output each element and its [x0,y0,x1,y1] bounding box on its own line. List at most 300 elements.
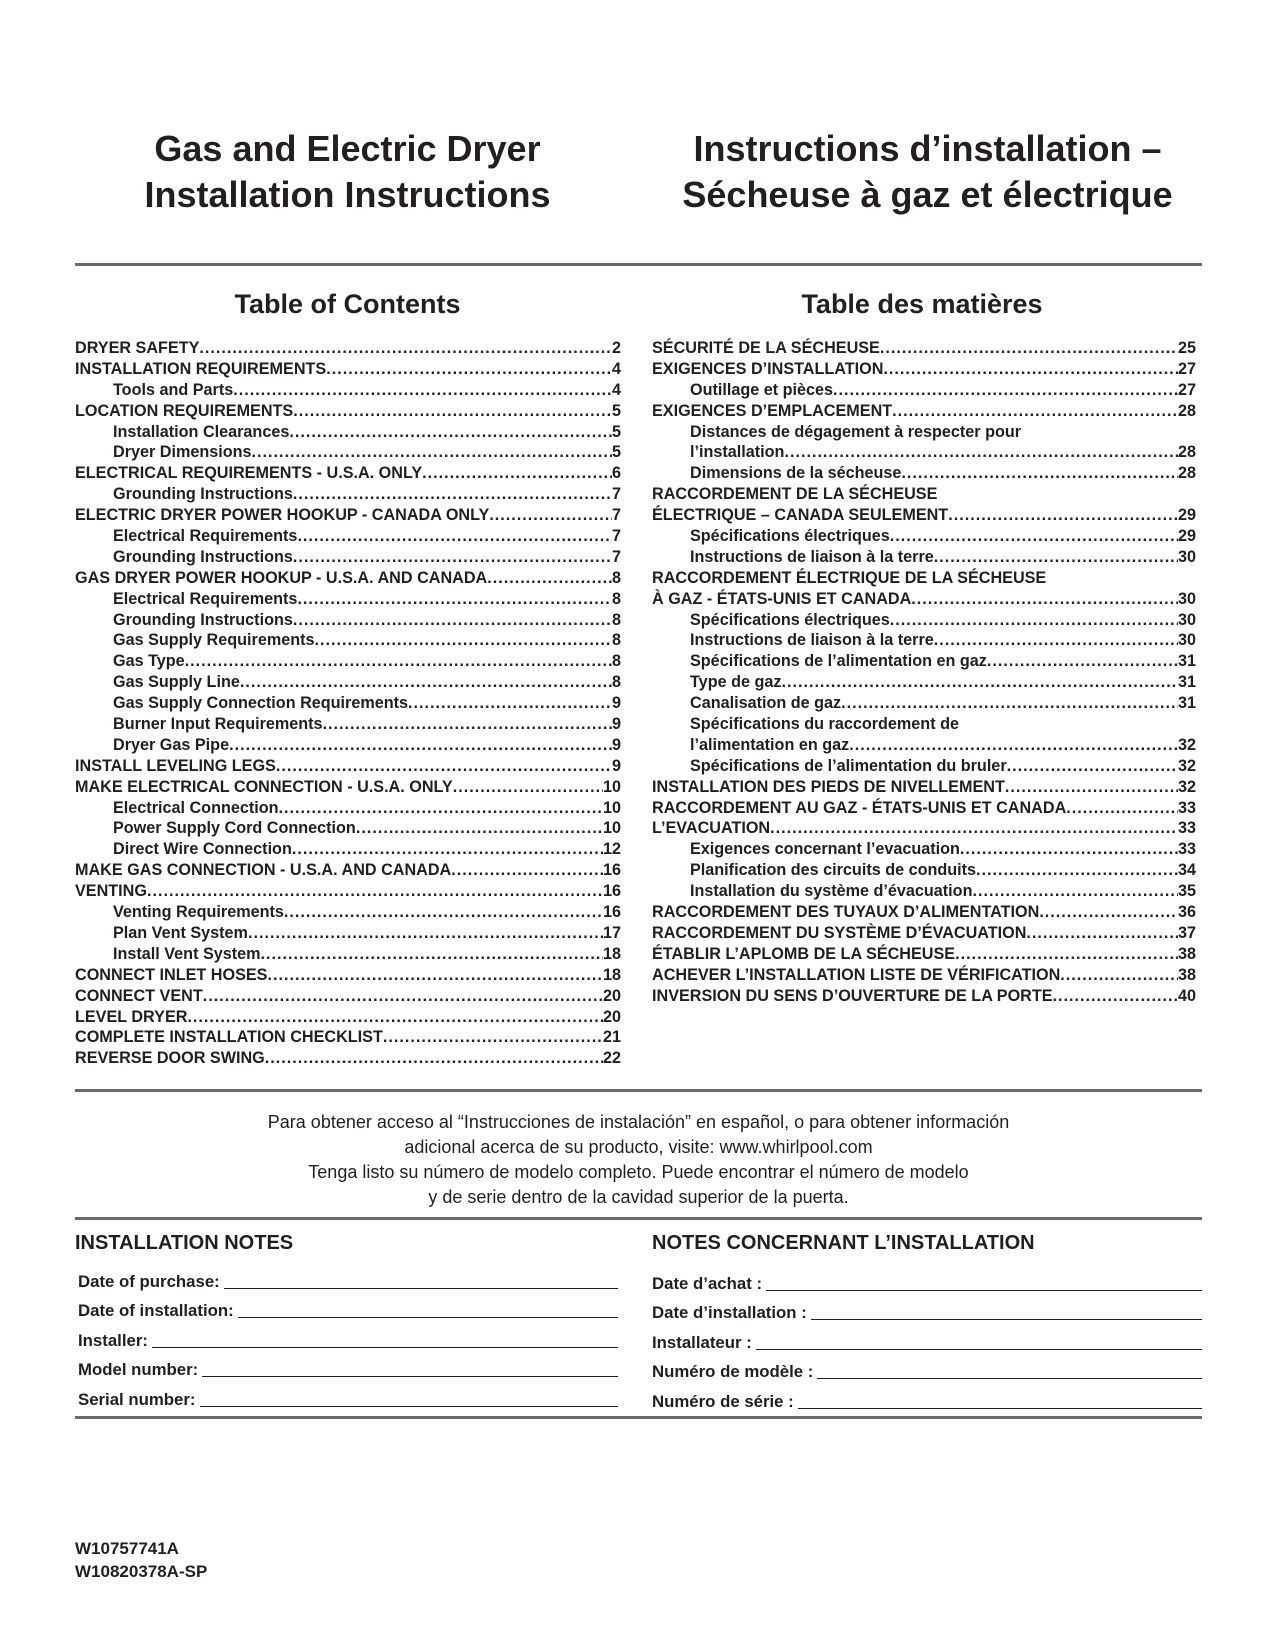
toc-entry [75,881,621,902]
toc-leader-dots [240,672,612,693]
toc-entry [652,359,1196,380]
toc-entry [652,442,1196,463]
toc-entry-page: 38 [1177,965,1196,984]
notice-line: adicional acerca de su producto, visite: www.whirlpool.com [404,1137,873,1157]
toc-entry-label: Burner Input Requirements [113,715,323,734]
toc-entry-page: 28 [1177,443,1196,462]
toc-leader-dots [422,463,612,484]
toc-leader-dots [934,547,1178,568]
toc-entry-page: 33 [1177,840,1196,859]
notes-fields-english [78,1262,618,1410]
toc-entry-page: 38 [1177,944,1196,963]
toc-leader-dots [261,944,603,965]
toc-entry [652,484,1196,505]
toc-entry-label: Electrical Requirements [113,527,298,546]
toc-entry [75,463,621,484]
note-field-label: Numéro de modèle : [652,1362,814,1381]
toc-entry [652,693,1196,714]
toc-entry-label: L’EVACUATION [652,819,771,838]
toc-entry-page: 9 [611,694,621,713]
toc-entry-page: 7 [611,527,621,546]
toc-entry [75,526,621,547]
toc-entry [652,818,1196,839]
toc-entry [652,881,1196,902]
toc-entry-page: 21 [602,1028,621,1047]
document-code: W10757741A [75,1539,179,1558]
toc-leader-dots [185,651,612,672]
title-english [75,126,620,218]
note-field [78,1351,618,1381]
toc-leader-dots [265,1048,603,1069]
toc-entry [75,818,621,839]
toc-entry [75,777,621,798]
toc-leader-dots [489,505,612,526]
toc-entry-label: CONNECT INLET HOSES [75,965,268,984]
toc-entry-label: Plan Vent System [113,923,248,942]
toc-entry-page: 7 [611,485,621,504]
toc-leader-dots [987,651,1178,672]
toc-entry-label: Grounding Instructions [113,547,293,566]
note-field-label: Date d’installation : [652,1303,807,1322]
toc-entry [652,463,1196,484]
toc-entry-label: Exigences concernant l’evacuation [690,840,960,859]
title-french [645,126,1210,218]
toc-entry [75,630,621,651]
toc-entry-label: Electrical Connection [113,798,279,817]
toc-entry-page: 27 [1177,359,1196,378]
toc-entry-label: Distances de dégagement à respecter pour [690,422,1022,441]
note-field-label: Numéro de série : [652,1391,794,1411]
toc-entry-page: 31 [1177,673,1196,692]
title-line: Instructions d’installation – [693,128,1162,169]
note-field-blank-line [766,1289,1202,1291]
toc-entry [75,422,621,443]
toc-heading-french: Table des matières [801,289,1043,319]
toc-entry [652,777,1196,798]
document-code: W10820378A-SP [75,1562,208,1581]
toc-entry-label: Spécifications électriques [690,527,890,546]
toc-entry [652,630,1196,651]
toc-entry-label: Gas Supply Requirements [113,631,315,650]
toc-entry-label: RACCORDEMENT AU GAZ - ÉTATS-UNIS ET CANADA [652,798,1067,817]
toc-entry-label: Spécifications de l’alimentation en gaz [690,652,987,671]
toc-entry-label: GAS DRYER POWER HOOKUP - U.S.A. AND CANADA [75,568,488,587]
toc-entry [652,380,1196,401]
toc-leader-dots [883,359,1178,380]
toc-leader-dots [267,965,603,986]
toc-leader-dots [297,589,612,610]
toc-entry-page: 37 [1177,923,1196,942]
toc-entry-page: 7 [611,506,621,525]
note-field-label: Date of installation: [78,1301,234,1320]
toc-entry-page: 36 [1177,903,1196,922]
toc-entry-page: 20 [602,1007,621,1026]
toc-leader-dots [784,442,1178,463]
toc-leader-dots [293,547,612,568]
toc-entry [75,1007,621,1028]
toc-leader-dots [199,338,612,359]
toc-entry-page: 30 [1177,610,1196,629]
toc-leader-dots [276,756,612,777]
toc-leader-dots [890,526,1178,547]
toc-leader-dots [356,818,603,839]
toc-entry [75,442,621,463]
toc-entry [75,359,621,380]
toc-entry-label: Direct Wire Connection [113,840,292,859]
toc-leader-dots [147,881,603,902]
toc-entry-page: 28 [1177,464,1196,483]
toc-entry [652,735,1196,756]
toc-entry-page: 25 [1177,339,1196,357]
toc-entry-page: 6 [611,464,621,483]
toc-entry-label: DRYER SAFETY [75,339,200,357]
toc-entry [75,568,621,589]
toc-leader-dots [293,401,612,422]
toc-entry [75,798,621,819]
toc-entry [75,672,621,693]
toc-entry-label: Canalisation de gaz [690,694,842,713]
toc-leader-dots [1005,777,1178,798]
toc-entry-label: RACCORDEMENT DES TUYAUX D’ALIMENTATION [652,903,1040,922]
toc-entry-page: 8 [611,568,621,587]
toc-leader-dots [284,902,603,923]
toc-leader-dots [292,839,603,860]
note-field-blank-line [224,1287,618,1289]
toc-entry [652,568,1196,589]
toc-leader-dots [1066,798,1178,819]
note-field [78,1292,618,1322]
toc-leader-dots [451,860,603,881]
toc-leader-dots [948,505,1178,526]
toc-entry-label: Instructions de liaison à la terre [690,631,934,650]
toc-entry-label: Power Supply Cord Connection [113,819,356,838]
toc-entry-page: 12 [602,840,621,859]
toc-entry-page: 16 [602,903,621,922]
toc-entry-label: Gas Supply Connection Requirements [113,694,409,713]
notice-line: y de serie dentro de la cavidad superior de la puerta. [428,1187,849,1207]
toc-entry-page: 32 [1177,777,1196,796]
toc-entry [75,589,621,610]
note-field-label: Installer: [78,1330,148,1350]
toc-leader-dots [849,735,1178,756]
toc-entry-label: INSTALL LEVELING LEGS [75,756,276,775]
toc-entry-page: 32 [1177,756,1196,775]
toc-entry-label: LEVEL DRYER [75,1007,188,1026]
toc-entry-page: 22 [602,1049,621,1068]
toc-entry-label: Venting Requirements [113,903,284,922]
toc-entry-label: Dryer Dimensions [113,443,252,462]
toc-entry-label: ÉTABLIR L’APLOMB DE LA SÉCHEUSE [652,944,956,963]
toc-entry [75,965,621,986]
toc-entry-page: 4 [611,359,621,378]
toc-entry-label: REVERSE DOOR SWING [75,1049,265,1068]
toc-entry-page: 5 [611,422,621,441]
toc-entry-page: 10 [602,819,621,838]
toc-entry [75,401,621,422]
toc-leader-dots [453,777,603,798]
toc-entry-label: MAKE GAS CONNECTION - U.S.A. AND CANADA [75,861,452,880]
toc-entry-page: 8 [611,652,621,671]
toc-entry-page: 32 [1177,735,1196,754]
toc-leader-dots [297,526,612,547]
toc-entry-page: 31 [1177,652,1196,671]
toc-entry-page: 29 [1177,527,1196,546]
toc-entry-label: Type de gaz [690,673,782,692]
toc-entry [652,338,1196,359]
title-line: Gas and Electric Dryer [154,128,541,169]
toc-entry [75,839,621,860]
note-field [78,1262,618,1292]
title-line: Sécheuse à gaz et électrique [682,174,1173,215]
toc-entry [652,526,1196,547]
toc-entry-page: 31 [1177,694,1196,713]
toc-leader-dots [315,630,612,651]
toc-entry-label: EXIGENCES D’EMPLACEMENT [652,401,893,420]
divider-notes-top [75,1217,1202,1220]
toc-entry [75,651,621,672]
toc-leader-dots [1026,923,1178,944]
toc-entry-label: MAKE ELECTRICAL CONNECTION - U.S.A. ONLY [75,777,453,796]
toc-entry-page: 28 [1177,401,1196,420]
toc-entry-label: ELECTRIC DRYER POWER HOOKUP - CANADA ONLY [75,506,490,525]
toc-entry-page: 8 [611,631,621,650]
toc-entry-label: Spécifications du raccordement de [690,715,959,734]
toc-leader-dots [203,986,603,1007]
note-field-blank-line [817,1377,1202,1379]
note-field-label: Model number: [78,1360,199,1379]
toc-entry-page: 30 [1177,589,1196,608]
toc-leader-dots [1060,965,1178,986]
toc-entry-label: Spécifications de l’alimentation du bruler [690,756,1007,775]
toc-entry-page: 30 [1177,631,1196,650]
toc-entry-label: Dimensions de la sécheuse [690,464,902,483]
toc-entry-label: EXIGENCES D’INSTALLATION [652,359,884,378]
note-field-blank-line [202,1375,618,1377]
divider-top [75,263,1202,266]
toc-leader-dots [972,881,1178,902]
notice-line: Para obtener acceso al “Instrucciones de instalación” en español, o para obtener información [267,1112,1010,1132]
note-field [652,1323,1202,1353]
toc-entry [652,672,1196,693]
toc-leader-dots [841,693,1178,714]
toc-leader-dots [323,714,612,735]
notice-line: Tenga listo su número de modelo completo. Puede encontrar el número de modelo [308,1162,969,1182]
toc-entry-page: 8 [611,589,621,608]
toc-list-french [652,338,1196,1007]
toc-entry-page: 9 [611,756,621,775]
toc-entry-page: 5 [611,443,621,462]
notes-fields-french [652,1264,1202,1412]
toc-entry [75,1027,621,1048]
toc-leader-dots [892,401,1178,422]
toc-entry-label: Outillage et pièces [690,380,834,399]
toc-leader-dots [781,672,1178,693]
note-field-label: Date d’achat : [652,1273,763,1293]
toc-entry [652,756,1196,777]
toc-entry-page: 33 [1177,819,1196,838]
note-field-blank-line [798,1407,1202,1409]
toc-entry [652,505,1196,526]
toc-entry [75,1048,621,1069]
document-codes [75,1537,207,1583]
notes-installation-heading-french: NOTES CONCERNANT L’INSTALLATION [652,1232,1035,1254]
toc-entry-label: Spécifications électriques [690,610,890,629]
toc-entry [75,986,621,1007]
toc-entry [75,610,621,631]
toc-entry-label: INSTALLATION REQUIREMENTS [75,359,327,378]
toc-leader-dots [383,1027,603,1048]
toc-entry-label: Gas Supply Line [113,673,240,692]
toc-entry-label: ÉLECTRIQUE – CANADA SEULEMENT [652,506,949,525]
toc-entry-label: RACCORDEMENT DE LA SÉCHEUSE [652,485,938,504]
toc-entry-label: Electrical Requirements [113,589,298,608]
toc-entry [652,839,1196,860]
toc-entry-label: LOCATION REQUIREMENTS [75,401,294,420]
toc-entry-page: 17 [602,923,621,942]
toc-entry-label: ELECTRICAL REQUIREMENTS - U.S.A. ONLY [75,464,423,483]
toc-entry-page: 5 [611,401,621,420]
toc-entry-label: Planification des circuits de conduits [690,861,977,880]
toc-entry-page: 33 [1177,798,1196,817]
toc-entry-page: 8 [611,610,621,629]
note-field-blank-line [238,1316,618,1318]
toc-leader-dots [293,610,612,631]
toc-leader-dots [293,484,612,505]
toc-entry [75,380,621,401]
note-field [652,1294,1202,1324]
toc-leader-dots [901,463,1178,484]
toc-entry-label: Dryer Gas Pipe [113,735,230,754]
spanish-notice [75,1110,1202,1210]
toc-entry-page: 9 [611,735,621,754]
toc-entry-page: 34 [1177,861,1196,880]
toc-entry-page: 30 [1177,547,1196,566]
note-field [652,1382,1202,1412]
toc-leader-dots [880,338,1178,359]
toc-entry-label: RACCORDEMENT DU SYSTÈME D’ÉVACUATION [652,923,1027,942]
note-field-label: Serial number: [78,1389,196,1409]
toc-leader-dots [408,693,612,714]
toc-entry [652,986,1196,1007]
toc-entry-label: l’alimentation en gaz [690,735,850,754]
toc-leader-dots [890,610,1178,631]
toc-entry-page: 35 [1177,882,1196,901]
note-field [78,1380,618,1410]
toc-entry [75,735,621,756]
toc-heading-english: Table of Contents [234,289,461,319]
toc-entry [652,965,1196,986]
toc-entry [652,401,1196,422]
toc-entry-label: Installation du système d’évacuation [690,882,973,901]
toc-entry-page: 18 [602,965,621,984]
toc-leader-dots [233,380,612,401]
toc-leader-dots [1039,902,1178,923]
title-line: Installation Instructions [144,174,551,215]
toc-entry-page: 16 [602,882,621,901]
toc-entry [75,902,621,923]
toc-entry-label: COMPLETE INSTALLATION CHECKLIST [75,1028,383,1047]
toc-entry-page: 7 [611,547,621,566]
toc-entry-label: Grounding Instructions [113,610,293,629]
toc-entry [652,714,1196,735]
toc-list-english [75,338,621,1069]
toc-entry [652,923,1196,944]
installation-notes-heading: INSTALLATION NOTES [75,1232,294,1254]
toc-entry [75,338,621,359]
toc-entry [75,756,621,777]
toc-entry-label: INVERSION DU SENS D’OUVERTURE DE LA PORTE [652,986,1053,1005]
toc-entry [75,547,621,568]
toc-entry-label: Gas Type [113,652,185,671]
toc-entry [652,944,1196,965]
divider-notes-bottom [75,1416,1202,1419]
toc-entry [75,693,621,714]
toc-entry-page: 40 [1177,986,1196,1005]
toc-entry-label: Instructions de liaison à la terre [690,547,934,566]
toc-entry-label: À GAZ - ÉTATS-UNIS ET CANADA [652,589,912,608]
toc-entry [75,860,621,881]
toc-entry-label: CONNECT VENT [75,986,203,1005]
toc-entry-label: Grounding Instructions [113,485,293,504]
toc-entry-label: ACHEVER L’INSTALLATION LISTE DE VÉRIFICATION [652,965,1061,984]
toc-leader-dots [911,589,1178,610]
toc-entry [75,923,621,944]
note-field-label: Installateur : [652,1332,752,1352]
divider-middle [75,1089,1202,1092]
toc-leader-dots [187,1007,603,1028]
toc-leader-dots [252,442,612,463]
toc-entry-page: 20 [602,986,621,1005]
toc-leader-dots [289,422,612,443]
toc-leader-dots [955,944,1178,965]
toc-leader-dots [1007,756,1178,777]
toc-leader-dots [833,380,1178,401]
toc-entry [75,944,621,965]
toc-entry-page: 10 [602,777,621,796]
toc-leader-dots [326,359,612,380]
toc-leader-dots [487,568,612,589]
toc-entry-label: RACCORDEMENT ÉLECTRIQUE DE LA SÉCHEUSE [652,568,1047,587]
toc-entry [652,798,1196,819]
toc-leader-dots [934,630,1178,651]
toc-entry [652,902,1196,923]
toc-leader-dots [248,923,603,944]
toc-entry-label: l’installation [690,443,785,462]
toc-leader-dots [960,839,1178,860]
toc-entry-label: INSTALLATION DES PIEDS DE NIVELLEMENT [652,777,1005,796]
toc-leader-dots [279,798,603,819]
note-field [652,1264,1202,1294]
note-field-blank-line [152,1346,618,1348]
toc-entry-page: 10 [602,798,621,817]
toc-entry-page: 16 [602,861,621,880]
toc-entry [652,610,1196,631]
toc-entry-label: Tools and Parts [113,380,234,399]
toc-entry-page: 27 [1177,380,1196,399]
toc-entry-page: 4 [611,380,621,399]
note-field-label: Date of purchase: [78,1271,220,1291]
toc-entry [652,422,1196,443]
note-field-blank-line [811,1318,1202,1320]
toc-entry [652,651,1196,672]
toc-entry [75,505,621,526]
note-field [652,1353,1202,1383]
toc-entry-label: SÉCURITÉ DE LA SÉCHEUSE [652,339,880,357]
toc-leader-dots [770,818,1178,839]
toc-entry [652,589,1196,610]
toc-entry-label: Installation Clearances [113,422,290,441]
note-field [78,1321,618,1351]
